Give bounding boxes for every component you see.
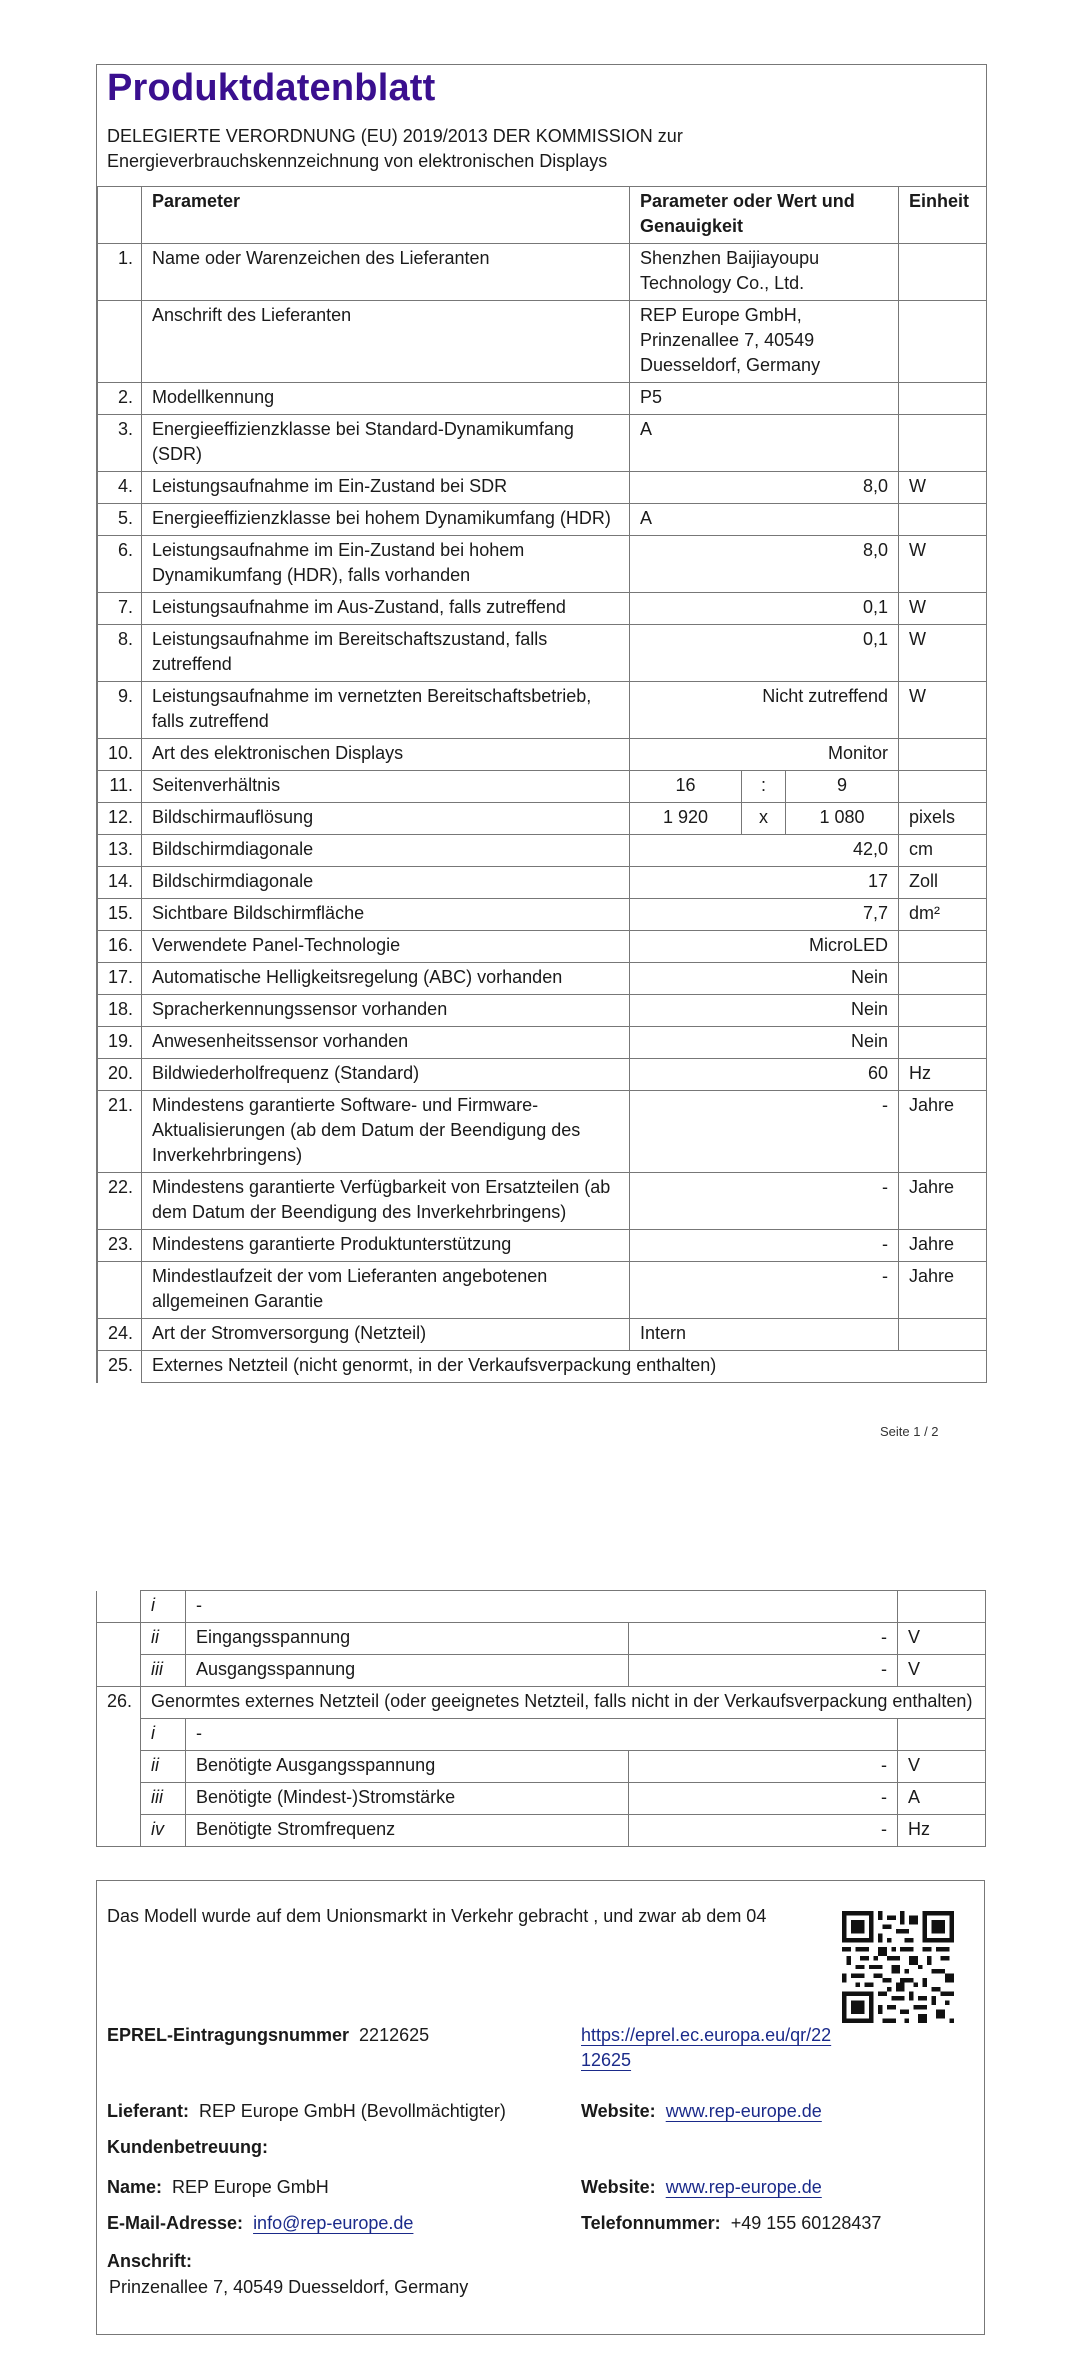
row-parameter: Mindestens garantierte Produktunterstützung: [142, 1230, 630, 1262]
row-parameter: Modellkennung: [142, 383, 630, 415]
page-title: Produktdatenblatt: [107, 67, 436, 109]
row-unit: V: [898, 1623, 986, 1655]
table-row: [98, 472, 987, 504]
row-parameter: -: [186, 1719, 898, 1751]
row-unit: [899, 963, 987, 995]
page-number: Seite 1 / 2: [880, 1424, 939, 1439]
row-value-b: 1 080: [786, 803, 899, 835]
row-parameter: Benötigte Stromfrequenz: [186, 1815, 629, 1847]
table-row: [98, 1319, 987, 1351]
row-value: -: [629, 1751, 898, 1783]
row-unit: Jahre: [899, 1262, 987, 1319]
row-unit: Jahre: [899, 1173, 987, 1230]
row-parameter: Ausgangsspannung: [186, 1655, 629, 1687]
phone-label: Telefonnummer:: [581, 2213, 721, 2233]
row-parameter: Mindestens garantierte Verfügbarkeit von Ersatzteilen (ab dem Datum der Beendigung des Inverkehrbringens): [142, 1173, 630, 1230]
row-parameter: Bildschirmdiagonale: [142, 867, 630, 899]
row-value: -: [630, 1091, 899, 1173]
row-sub-number: iii: [141, 1783, 186, 1815]
row-unit: W: [899, 682, 987, 739]
eprel-registration: [107, 2023, 429, 2048]
row-value: P5: [630, 383, 899, 415]
row-number: 6.: [98, 536, 142, 593]
table-row: [97, 1815, 986, 1847]
row-unit: [899, 244, 987, 301]
row-number: 26.: [97, 1687, 141, 1847]
website-link[interactable]: www.rep-europe.de: [665, 2101, 822, 2121]
row-unit: [899, 995, 987, 1027]
table-row: [98, 301, 987, 383]
supplier-line: [107, 2099, 506, 2124]
row-number: 4.: [98, 472, 142, 504]
row-number: 23.: [98, 1230, 142, 1262]
row-value: -: [630, 1230, 899, 1262]
table-row: [98, 625, 987, 682]
row-number: 16.: [98, 931, 142, 963]
table-row: [98, 536, 987, 593]
row-parameter: Benötigte Ausgangsspannung: [186, 1751, 629, 1783]
website2-link[interactable]: www.rep-europe.de: [665, 2177, 822, 2197]
subtitle-line-1: DELEGIERTE VERORDNUNG (EU) 2019/2013 DER KOMMISSION zur: [107, 126, 683, 146]
header-unit: Einheit: [899, 187, 987, 244]
row-parameter: Sichtbare Bildschirmfläche: [142, 899, 630, 931]
row-unit: [898, 1591, 986, 1623]
row-number: 12.: [98, 803, 142, 835]
table-row: [98, 867, 987, 899]
supplier-info-box: [96, 1880, 985, 2335]
table-row: [98, 593, 987, 625]
row-value: A: [630, 504, 899, 536]
row-unit: [899, 504, 987, 536]
row-parameter: Genormtes externes Netzteil (oder geeignetes Netzteil, falls nicht in der Verkaufsverpackung enthalten): [141, 1687, 986, 1719]
row-parameter: Verwendete Panel-Technologie: [142, 931, 630, 963]
market-placement-text: Das Modell wurde auf dem Unionsmarkt in Verkehr gebracht , und zwar ab dem 04: [107, 1906, 767, 1926]
table-row: [98, 995, 987, 1027]
row-parameter: Mindestens garantierte Software- und Firmware-Aktualisierungen (ab dem Datum der Beendigung des Inverkehrbringens): [142, 1091, 630, 1173]
datasheet-page-2: [96, 1590, 985, 1847]
table-row: [98, 1027, 987, 1059]
row-unit: A: [898, 1783, 986, 1815]
table-row: [98, 415, 987, 472]
row-number: [97, 1623, 141, 1687]
row-value: 42,0: [630, 835, 899, 867]
row-parameter: Leistungsaufnahme im Ein-Zustand bei SDR: [142, 472, 630, 504]
row-parameter: Bildwiederholfrequenz (Standard): [142, 1059, 630, 1091]
email-label: E-Mail-Adresse:: [107, 2213, 244, 2233]
row-unit: [899, 301, 987, 383]
datasheet-page-1: [96, 64, 987, 1383]
table-row: [98, 504, 987, 536]
row-sub-number: ii: [141, 1751, 186, 1783]
eprel-number: 2212625: [359, 2025, 430, 2045]
table-row: [97, 1751, 986, 1783]
row-value-b: 9: [786, 771, 899, 803]
table-row: [98, 771, 987, 803]
row-unit: W: [899, 472, 987, 504]
row-number: [98, 1262, 142, 1319]
header-parameter: Parameter: [142, 187, 630, 244]
table-row: [98, 835, 987, 867]
address-heading: [107, 2249, 192, 2274]
row-unit: [899, 1027, 987, 1059]
row-unit: W: [899, 625, 987, 682]
row-value-a: 1 920: [630, 803, 742, 835]
table-row: [97, 1687, 986, 1719]
row-unit: [899, 1319, 987, 1351]
row-value: -: [630, 1173, 899, 1230]
email-line: [107, 2211, 413, 2236]
row-number: 5.: [98, 504, 142, 536]
row-unit: [899, 931, 987, 963]
row-parameter: Name oder Warenzeichen des Lieferanten: [142, 244, 630, 301]
eprel-label: EPREL-Eintragungsnummer: [107, 2025, 350, 2045]
row-parameter: Art der Stromversorgung (Netzteil): [142, 1319, 630, 1351]
row-unit: [899, 415, 987, 472]
table-row: [98, 1091, 987, 1173]
name-value: REP Europe GmbH: [172, 2177, 329, 2197]
row-number: 21.: [98, 1091, 142, 1173]
row-value: Monitor: [630, 739, 899, 771]
row-number: 10.: [98, 739, 142, 771]
row-number: 2.: [98, 383, 142, 415]
row-number: 22.: [98, 1173, 142, 1230]
address-label: Anschrift:: [107, 2251, 192, 2271]
parameter-table: [97, 186, 987, 1383]
table-row: [97, 1783, 986, 1815]
customer-support-heading: [107, 2135, 268, 2160]
row-number: [97, 1591, 141, 1623]
row-value: 17: [630, 867, 899, 899]
website-label: Website:: [581, 2101, 656, 2121]
table-row: [98, 682, 987, 739]
power-supply-table: [96, 1590, 986, 1847]
row-value: -: [629, 1783, 898, 1815]
row-unit: [899, 383, 987, 415]
row-value: -: [629, 1655, 898, 1687]
header-value: Parameter oder Wert und Genauigkeit: [630, 187, 899, 244]
support-name-line: [107, 2175, 329, 2200]
row-parameter: Bildschirmdiagonale: [142, 835, 630, 867]
row-value: A: [630, 415, 899, 472]
row-parameter: Eingangsspannung: [186, 1623, 629, 1655]
row-value: 7,7: [630, 899, 899, 931]
support-label: Kundenbetreuung:: [107, 2137, 268, 2157]
row-value: -: [630, 1262, 899, 1319]
row-number: 1.: [98, 244, 142, 301]
row-unit: V: [898, 1655, 986, 1687]
table-row: [98, 1262, 987, 1319]
row-value: Nicht zutreffend: [630, 682, 899, 739]
eprel-link-line-1[interactable]: https://eprel.ec.europa.eu/qr/22: [581, 2025, 832, 2045]
row-value: -: [629, 1623, 898, 1655]
row-unit: Zoll: [899, 867, 987, 899]
table-row: [97, 1623, 986, 1655]
phone-value: +49 155 60128437: [730, 2213, 882, 2233]
row-unit: V: [898, 1751, 986, 1783]
email-link[interactable]: info@rep-europe.de: [253, 2213, 414, 2233]
row-unit: [898, 1719, 986, 1751]
phone-line: [581, 2211, 881, 2236]
row-number: 3.: [98, 415, 142, 472]
row-value: Shenzhen Baijiayoupu Technology Co., Ltd.: [630, 244, 899, 301]
row-number: 9.: [98, 682, 142, 739]
table-row: [98, 739, 987, 771]
row-value: 8,0: [630, 536, 899, 593]
row-number: 8.: [98, 625, 142, 682]
table-row: [97, 1719, 986, 1751]
row-number: 24.: [98, 1319, 142, 1351]
row-number: 19.: [98, 1027, 142, 1059]
row-value: Nein: [630, 963, 899, 995]
row-unit: W: [899, 593, 987, 625]
row-unit: [899, 771, 987, 803]
row-parameter: Leistungsaufnahme im Bereitschaftszustand, falls zutreffend: [142, 625, 630, 682]
row-value: Nein: [630, 995, 899, 1027]
row-unit: Jahre: [899, 1230, 987, 1262]
row-sub-number: iv: [141, 1815, 186, 1847]
row-unit: Hz: [898, 1815, 986, 1847]
subtitle-line-2: Energieverbrauchskennzeichnung von elektronischen Displays: [107, 151, 608, 171]
row-number: 20.: [98, 1059, 142, 1091]
table-row: [98, 1351, 987, 1383]
name-label: Name:: [107, 2177, 163, 2197]
row-parameter: Automatische Helligkeitsregelung (ABC) vorhanden: [142, 963, 630, 995]
table-row: [98, 1059, 987, 1091]
row-value: REP Europe GmbH, Prinzenallee 7, 40549 Duesseldorf, Germany: [630, 301, 899, 383]
row-parameter: Energieeffizienzklasse bei Standard-Dynamikumfang (SDR): [142, 415, 630, 472]
table-row: [98, 899, 987, 931]
row-parameter: Leistungsaufnahme im Ein-Zustand bei hohem Dynamikumfang (HDR), falls vorhanden: [142, 536, 630, 593]
row-parameter: Seitenverhältnis: [142, 771, 630, 803]
row-value: 60: [630, 1059, 899, 1091]
row-parameter: Anschrift des Lieferanten: [142, 301, 630, 383]
row-number: 7.: [98, 593, 142, 625]
row-parameter: Bildschirmauflösung: [142, 803, 630, 835]
row-value-a: 16: [630, 771, 742, 803]
supplier-label: Lieferant:: [107, 2101, 190, 2121]
row-number: 17.: [98, 963, 142, 995]
table-row: [98, 963, 987, 995]
row-number: 11.: [98, 771, 142, 803]
row-value: 8,0: [630, 472, 899, 504]
row-parameter: -: [186, 1591, 898, 1623]
row-parameter: Benötigte (Mindest-)Stromstärke: [186, 1783, 629, 1815]
supplier-value: REP Europe GmbH (Bevollmächtigter): [199, 2101, 506, 2121]
table-row: [98, 1173, 987, 1230]
row-sub-number: i: [141, 1719, 186, 1751]
header-no: [98, 187, 142, 244]
row-number: [98, 301, 142, 383]
address-value: Prinzenallee 7, 40549 Duesseldorf, Germany: [109, 2277, 469, 2297]
row-value-separator: :: [742, 771, 786, 803]
row-unit: [899, 739, 987, 771]
table-row: [98, 803, 987, 835]
row-value: -: [629, 1815, 898, 1847]
row-value: MicroLED: [630, 931, 899, 963]
row-parameter: Leistungsaufnahme im Aus-Zustand, falls zutreffend: [142, 593, 630, 625]
eprel-link[interactable]: [581, 2023, 831, 2073]
table-row: [98, 383, 987, 415]
row-parameter: Externes Netzteil (nicht genormt, in der Verkaufsverpackung enthalten): [142, 1351, 987, 1383]
row-value: 0,1: [630, 625, 899, 682]
website2-label: Website:: [581, 2177, 656, 2197]
row-number: 14.: [98, 867, 142, 899]
row-value: Nein: [630, 1027, 899, 1059]
row-unit: Hz: [899, 1059, 987, 1091]
row-parameter: Anwesenheitssensor vorhanden: [142, 1027, 630, 1059]
row-number: 13.: [98, 835, 142, 867]
table-row: [98, 931, 987, 963]
row-number: 15.: [98, 899, 142, 931]
table-header-row: [98, 187, 987, 244]
row-parameter: Spracherkennungssensor vorhanden: [142, 995, 630, 1027]
row-parameter: Mindestlaufzeit der vom Lieferanten angebotenen allgemeinen Garantie: [142, 1262, 630, 1319]
row-unit: cm: [899, 835, 987, 867]
table-row: [98, 244, 987, 301]
row-unit: dm²: [899, 899, 987, 931]
row-number: 25.: [98, 1351, 142, 1383]
row-parameter: Art des elektronischen Displays: [142, 739, 630, 771]
row-sub-number: ii: [141, 1623, 186, 1655]
row-sub-number: iii: [141, 1655, 186, 1687]
row-unit: pixels: [899, 803, 987, 835]
row-number: 18.: [98, 995, 142, 1027]
support-website-line: [581, 2175, 822, 2200]
row-value: Intern: [630, 1319, 899, 1351]
qr-code-icon[interactable]: [842, 1911, 954, 2023]
table-row: [97, 1591, 986, 1623]
row-unit: W: [899, 536, 987, 593]
row-value-separator: x: [742, 803, 786, 835]
row-value: 0,1: [630, 593, 899, 625]
row-parameter: Energieeffizienzklasse bei hohem Dynamikumfang (HDR): [142, 504, 630, 536]
row-parameter: Leistungsaufnahme im vernetzten Bereitschaftsbetrieb, falls zutreffend: [142, 682, 630, 739]
row-sub-number: i: [141, 1591, 186, 1623]
table-row: [97, 1655, 986, 1687]
eprel-link-line-2[interactable]: 12625: [581, 2050, 632, 2070]
regulation-subtitle: [97, 110, 986, 186]
row-unit: Jahre: [899, 1091, 987, 1173]
table-row: [98, 1230, 987, 1262]
website-line: [581, 2099, 822, 2124]
